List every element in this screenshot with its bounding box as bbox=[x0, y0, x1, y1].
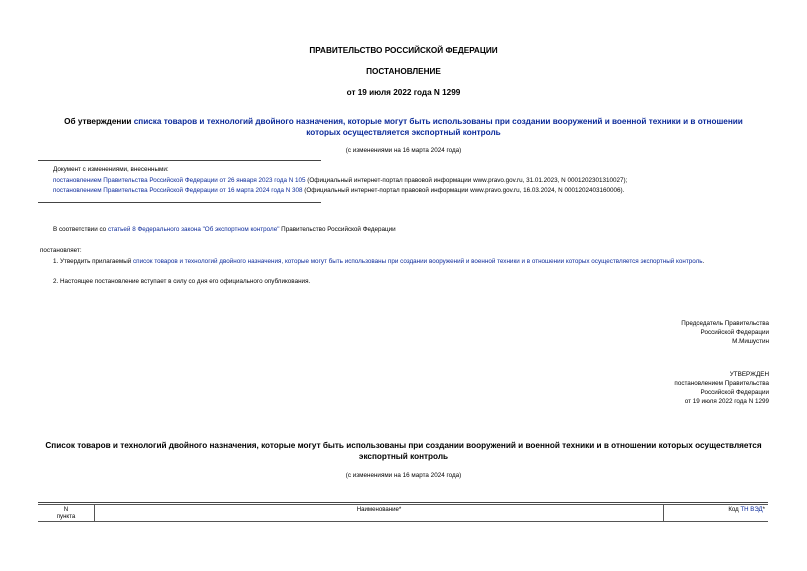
paragraph-2: 2. Настоящее постановление вступает в силу со дня его официального опубликования. bbox=[53, 278, 311, 285]
tnved-link[interactable]: ТН ВЭД bbox=[740, 506, 763, 513]
signature-block: Председатель Правительства Российской Федерации М.Мишустин bbox=[681, 320, 769, 345]
document-title bbox=[50, 116, 757, 138]
col-code-header: Код ТН ВЭД* bbox=[664, 505, 769, 522]
amendments-block bbox=[53, 165, 773, 195]
amendment-item: постановлением Правительства Российской Федерации от 16 марта 2024 года N 308 (Официальный интернет-портал правовой информации www.pravo.gov.ru, 16.03.2024, N 0001202403160006). bbox=[53, 187, 625, 194]
approved-block: УТВЕРЖДЕН постановлением Правительства Российской Федерации от 19 июля 2022 года N 1299 bbox=[674, 371, 769, 405]
amendment-link-2[interactable]: постановлением Правительства Российской Федерации от 16 марта 2024 года N 308 bbox=[53, 187, 303, 194]
amendments-intro: Документ с изменениями, внесенными: bbox=[53, 166, 169, 173]
amendment-item: постановлением Правительства Российской Федерации от 26 января 2023 года N 105 (Официальный интернет-портал правовой информации www.pravo.gov.ru, 31.01.2023, N 0001202301310027); bbox=[53, 177, 628, 184]
revision-note: (с изменениями на 16 марта 2024 года) bbox=[345, 147, 462, 154]
doc-date: от 19 июля 2022 года N 1299 bbox=[346, 88, 461, 97]
paragraph-1: 1. Утвердить прилагаемый список товаров и технологий двойного назначения, которые могут быть использованы при создании вооружений и военной техники и в отношении которых осуществляется экспортный контроль. bbox=[53, 258, 705, 265]
list-title: Список товаров и технологий двойного назначения, которые могут быть использованы при создании вооружений и военной техники и в отношении которых осуществляется экспортный контроль bbox=[45, 441, 762, 461]
divider-top bbox=[38, 160, 321, 161]
title-prefix: Об утверждении bbox=[64, 117, 134, 126]
org-name: ПРАВИТЕЛЬСТВО РОССИЙСКОЙ ФЕДЕРАЦИИ bbox=[309, 46, 498, 55]
list-revision-note: (с изменениями на 16 марта 2024 года) bbox=[345, 472, 462, 479]
basis-paragraph: В соответствии со статьей 8 Федерального закона "Об экспортном контроле" Правительство Российской Федерации bbox=[53, 226, 396, 233]
decrees-word: постановляет: bbox=[40, 247, 82, 254]
items-table bbox=[38, 504, 768, 522]
table-header-row bbox=[38, 505, 768, 522]
list-link[interactable]: список товаров и технологий двойного назначения, которые могут быть использованы при создании вооружений и военной техники и в отношении которых осуществляется экспортный контроль bbox=[133, 258, 703, 265]
col-name-header: Наименование* bbox=[95, 505, 664, 522]
amendment-link-1[interactable]: постановлением Правительства Российской Федерации от 26 января 2023 года N 105 bbox=[53, 177, 306, 184]
table-top-rule bbox=[38, 502, 768, 503]
divider-bottom bbox=[38, 202, 321, 203]
col-number-header: N пункта bbox=[38, 505, 95, 522]
doc-type: ПОСТАНОВЛЕНИЕ bbox=[366, 67, 441, 76]
law-link[interactable]: статьей 8 Федерального закона "Об экспортном контроле" bbox=[107, 226, 280, 233]
title-link[interactable]: списка товаров и технологий двойного назначения, которые могут быть использованы при создании вооружений и военной техники и в отношении которых осуществляется экспортный контроль bbox=[133, 117, 743, 137]
